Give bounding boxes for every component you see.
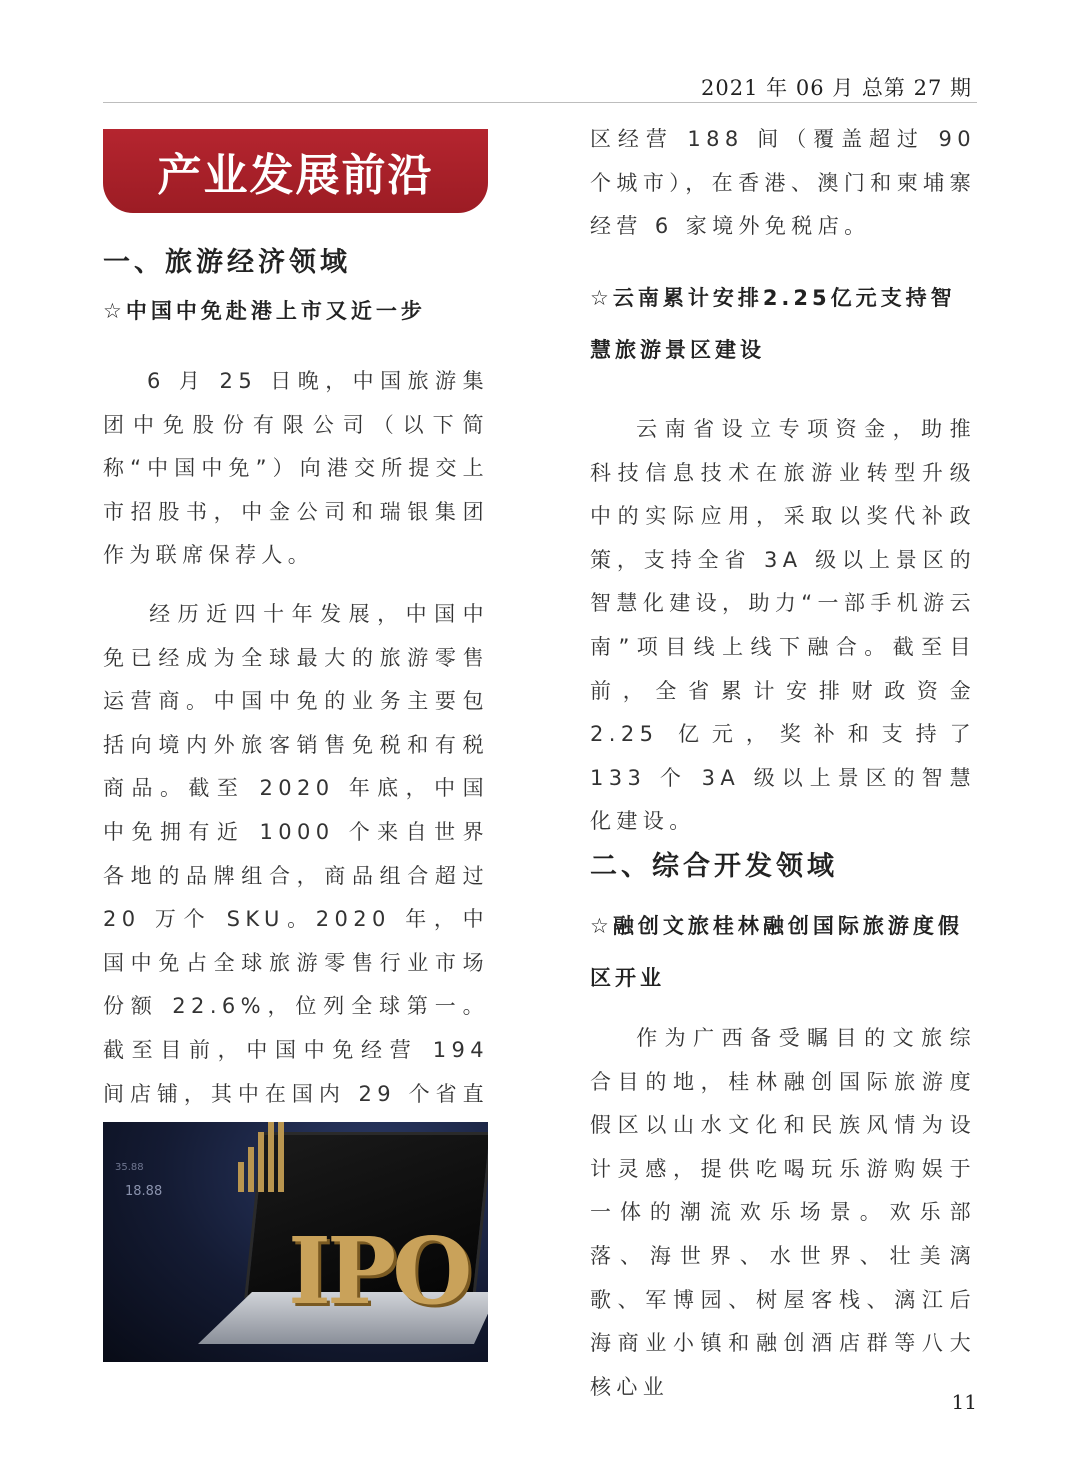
ipo-photo [103,1122,488,1362]
article-title-sunac: ☆融创文旅桂林融创国际旅游度假区开业 [590,914,963,990]
section-banner: 产业发展前沿 [103,129,488,213]
article-title-yunnan: ☆云南累计安排2.25亿元支持智慧旅游景区建设 [590,286,956,362]
section-heading-development: 二、综合开发领域 [590,851,838,882]
page-number: 11 [951,1390,977,1414]
issue-date: 2021 年 06 月 总第 27 期 [701,76,972,100]
paragraph-cdfg-1: 6 月 25 日晚，中国旅游集团中免股份有限公司（以下简称“中国中免”）向港交所提交上市招股书，中金公司和瑞银集团作为联席保荐人。 [103,369,489,568]
section-heading-tourism: 一、旅游经济领域 [103,247,351,278]
ipo-letters: IPO [288,1217,469,1325]
paragraph-yunnan: 云南省设立专项资金，助推科技信息技术在旅游业转型升级中的实际应用，采取以奖代补政策，支持全省 3A 级以上景区的智慧化建设，助力“一部手机游云南”项目线上线下融合。截至目前，全省累计安排财政资金 2.25 亿元，奖补和支持了 133 个 3A 级以上景区的智慧化建设。 [590,417,976,834]
photo-number-large: 18.88 [125,1184,163,1199]
paragraph-cdfg-2: 经历近四十年发展，中国中免已经成为全球最大的旅游零售运营商。中国中免的业务主要包括向境内外旅客销售免税和有税商品。截至 2020 年底，中国中免拥有近 1000 个来自世界各地的品牌组合，商品组合超过 20 万个 SKU。2020 年，中国中免占全球旅游零售行业市场份额 22.6%，位列全球第一。截至目前，中国中免经营 194 间店铺，其中在国内 29 个省直 [103,602,489,1106]
photo-number-small: 35.88 [115,1162,144,1173]
paragraph-cdfg-continued: 区经营 188 间（覆盖超过 90 个城市），在香港、澳门和柬埔寨经营 6 家境外免税店。 [590,127,976,239]
article-title-cdfg: ☆中国中免赴港上市又近一步 [103,299,426,323]
header-divider [103,102,977,103]
paragraph-sunac: 作为广西备受瞩目的文旅综合目的地，桂林融创国际旅游度假区以山水文化和民族风情为设计灵感，提供吃喝玩乐游购娱于一体的潮流欢乐场景。欢乐部落、海世界、水世界、壮美漓歌、军博园、树屋客栈、漓江后海商业小镇和融创酒店群等八大核心业 [590,1026,976,1399]
